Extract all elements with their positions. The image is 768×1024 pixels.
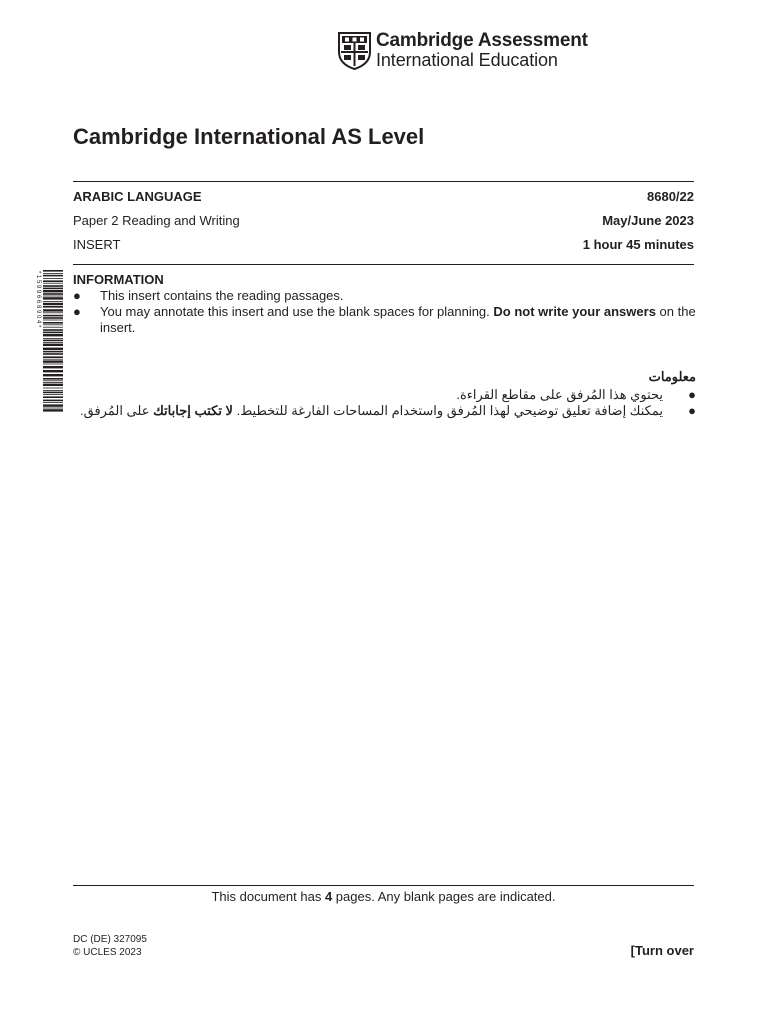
info-bullet-2-pre: You may annotate this insert and use the blank spaces for planning. [100, 304, 494, 319]
barcode-bar [43, 327, 63, 328]
barcode-bar [43, 340, 63, 342]
cambridge-crest-icon [338, 32, 371, 70]
barcode-bar [43, 275, 63, 277]
mid-divider [73, 264, 694, 265]
barcode-bar [43, 394, 63, 395]
barcode-bar [43, 390, 63, 391]
org-name-line2: International Education [376, 50, 558, 70]
page-count-pre: This document has [211, 889, 325, 904]
barcode-bar [43, 370, 63, 372]
barcode-bar [43, 351, 63, 353]
bullet-dot: ● [688, 387, 696, 402]
barcode-bar [43, 359, 63, 360]
barcode-bar [43, 280, 63, 282]
information-heading: INFORMATION [73, 272, 164, 287]
barcode-bar [43, 364, 63, 365]
barcode-bar [43, 317, 63, 319]
barcode-bar [43, 309, 63, 311]
barcode-bar [43, 409, 63, 411]
barcode-bar [43, 270, 63, 272]
barcode-bar [43, 301, 63, 302]
barcode-bar [43, 408, 63, 409]
barcode-bar [43, 396, 63, 398]
info-bullet-2-bold: Do not write your answers [493, 304, 656, 319]
bullet-dot: ● [73, 288, 81, 303]
info-bullet-2-text [100, 304, 700, 336]
page-count-post: pages. Any blank pages are indicated. [332, 889, 556, 904]
bullet-dot: ● [73, 304, 81, 319]
barcode-text: * 1 5 9 9 6 6 8 9 0 4 * [35, 271, 41, 328]
barcode-bar [43, 322, 63, 324]
barcode-bar [43, 290, 63, 292]
document-code: DC (DE) 327095 [73, 934, 147, 945]
barcode-bar [43, 382, 63, 383]
barcode-bar [43, 360, 63, 362]
barcode-bar [43, 329, 63, 331]
page-count-note [73, 889, 694, 904]
arabic-bullet-1-text: يحتوي هذا المُرفق على مقاطع القراءة. [456, 387, 663, 402]
barcode-bar [43, 285, 63, 287]
barcode-bar [43, 374, 63, 376]
top-divider [73, 181, 694, 182]
barcode-bar [43, 312, 63, 313]
barcode-bar [43, 283, 63, 284]
subject-title: ARABIC LANGUAGE [73, 189, 202, 204]
barcode-bar [43, 342, 63, 343]
footer-divider [73, 885, 694, 886]
barcode-bar [43, 353, 63, 355]
candidate-barcode [29, 270, 63, 412]
barcode-bar [43, 380, 63, 381]
arabic-bullet-2-bold: لا تكتب إجاباتك [153, 403, 233, 418]
barcode-bar [43, 278, 63, 279]
barcode-bar [43, 273, 63, 274]
barcode-bar [43, 288, 63, 290]
exam-session: May/June 2023 [602, 213, 694, 228]
barcode-bar [43, 303, 63, 305]
info-bullet-1-text: This insert contains the reading passages. [100, 288, 344, 303]
bullet-dot: ● [688, 403, 696, 418]
arabic-bullet-2-pre: يمكنك إضافة تعليق توضيحي لهذا المُرفق واستخدام المساحات الفارغة للتخطيط. [232, 403, 663, 418]
barcode-bar [43, 306, 63, 308]
barcode-bar [43, 400, 63, 402]
barcode-bar [43, 392, 63, 394]
info-bullet-2-post: on the insert. [100, 304, 696, 335]
copyright-notice: © UCLES 2023 [73, 947, 142, 958]
arabic-information-heading: معلومات [648, 369, 696, 384]
barcode-bar [43, 378, 63, 380]
cambridge-logo [338, 30, 588, 72]
paper-code: 8680/22 [647, 189, 694, 204]
qualification-title: Cambridge International AS Level [73, 124, 425, 149]
barcode-bar [43, 402, 63, 403]
org-name-line1: Cambridge Assessment [376, 30, 588, 51]
barcode-bar [43, 334, 63, 336]
barcode-bar [43, 344, 63, 346]
arabic-bullet-2-post: على المُرفق. [80, 403, 154, 418]
barcode-bar [43, 404, 63, 406]
barcode-bar [43, 320, 63, 321]
barcode-bar [43, 348, 63, 350]
barcode-bar [43, 366, 63, 368]
barcode-bar [43, 356, 63, 358]
barcode-bar [43, 293, 63, 295]
turn-over-label: [Turn over [630, 943, 694, 958]
arabic-bullet-2-text [80, 403, 663, 419]
barcode-bar [43, 338, 63, 339]
barcode-bar [43, 315, 63, 317]
paper-name: Paper 2 Reading and Writing [73, 213, 240, 228]
barcode-bar [43, 297, 63, 299]
barcode-bar [43, 388, 63, 389]
barcode-bar [43, 384, 63, 386]
barcode-bar [43, 296, 63, 297]
exam-duration: 1 hour 45 minutes [582, 237, 694, 252]
barcode-bar [43, 324, 63, 325]
barcode-bar [43, 332, 63, 334]
page-count-number: 4 [324, 889, 333, 904]
document-type: INSERT [73, 237, 121, 252]
